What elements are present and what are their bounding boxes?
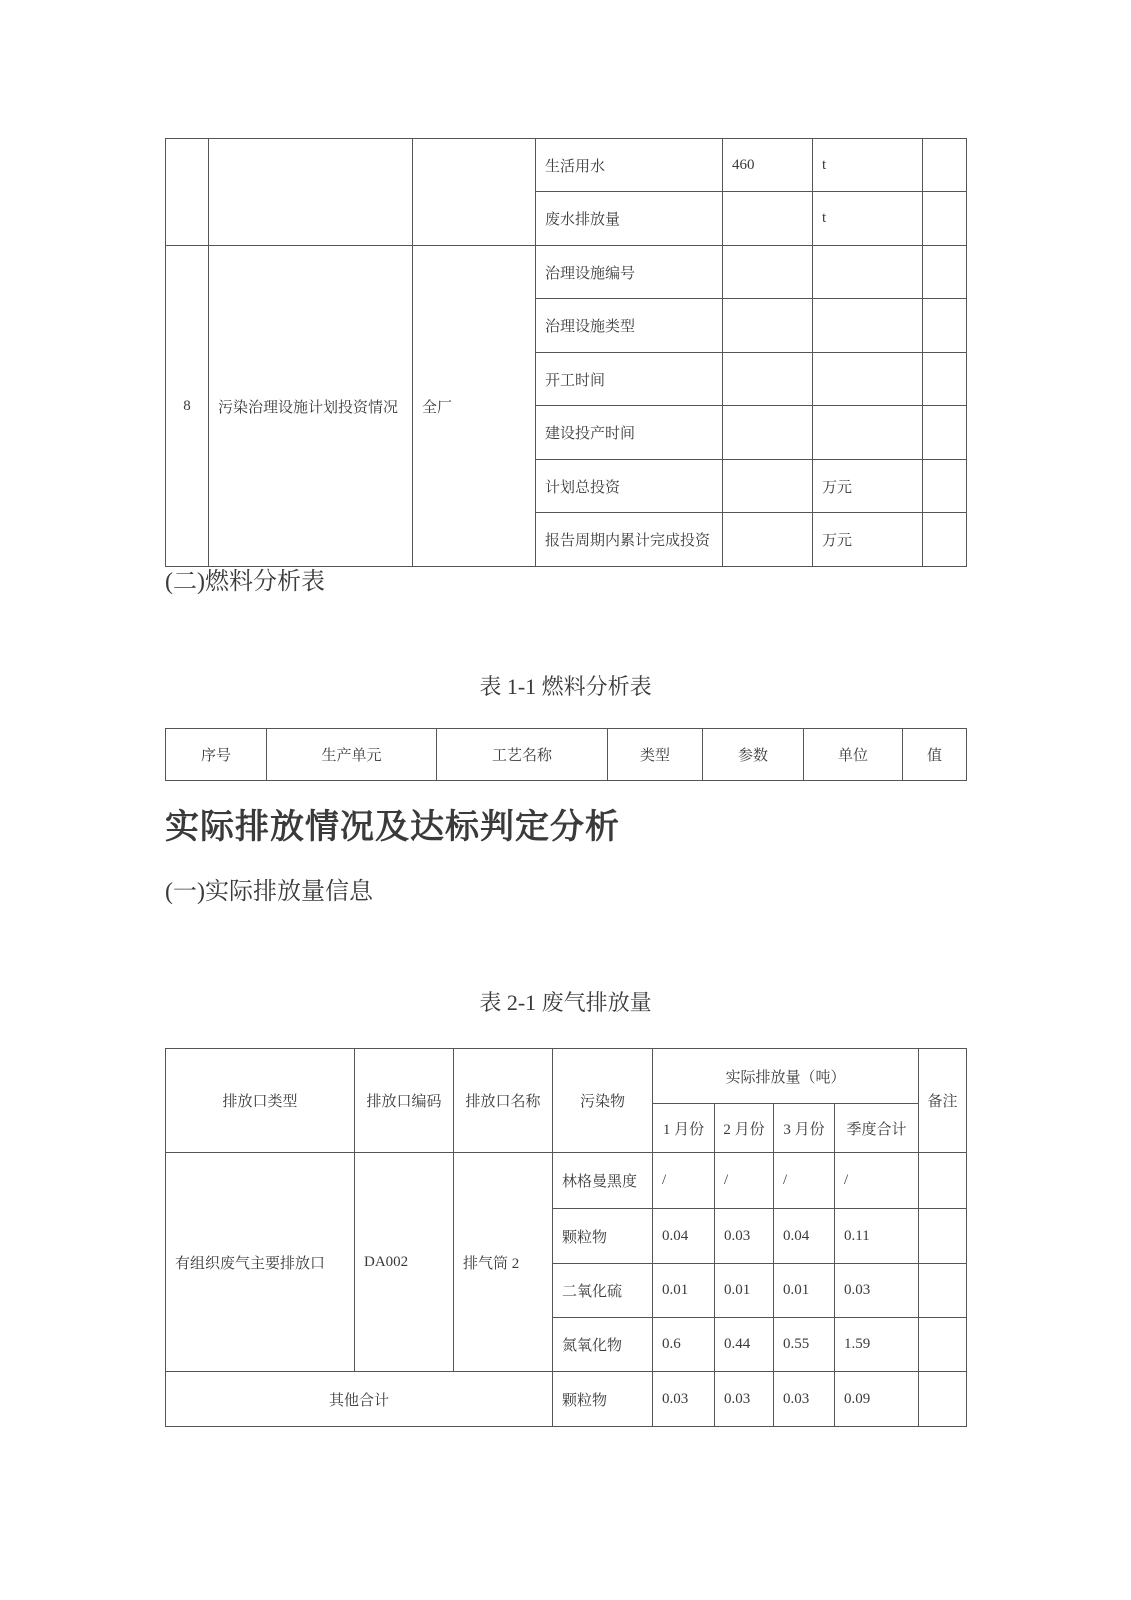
header-actual-amount: 实际排放量（吨）: [653, 1049, 919, 1104]
header-process-name: 工艺名称: [437, 729, 608, 781]
remark-cell: [919, 1153, 967, 1209]
outlet-name-cell: 排气筒 2: [454, 1153, 553, 1372]
feb-value-cell: 0.03: [715, 1209, 774, 1264]
gas-emission-table: [165, 1048, 967, 1427]
note-cell: [923, 299, 967, 353]
table-row: [166, 139, 967, 192]
metric-unit-cell: 万元: [813, 460, 923, 513]
metric-label-cell: 开工时间: [536, 353, 723, 406]
header-unit: 单位: [804, 729, 903, 781]
header-month-mar: 3 月份: [774, 1104, 835, 1153]
quarter-total-cell: 0.11: [835, 1209, 919, 1264]
header-month-jan: 1 月份: [653, 1104, 715, 1153]
mar-value-cell: 0.01: [774, 1264, 835, 1318]
mar-value-cell: 0.04: [774, 1209, 835, 1264]
outlet-code-cell: DA002: [355, 1153, 454, 1372]
header-outlet-code: 排放口编码: [355, 1049, 454, 1153]
metric-value-cell: [723, 406, 813, 460]
metric-value-cell: 460: [723, 139, 813, 192]
outlet-type-cell: 有组织废气主要排放口: [166, 1153, 355, 1372]
metric-value-cell: [723, 460, 813, 513]
emission-table-caption: 表 2-1 废气排放量: [479, 990, 652, 1015]
metric-label-cell: 治理设施编号: [536, 246, 723, 299]
quarter-total-cell: /: [835, 1153, 919, 1209]
pollutant-cell: 二氧化硫: [553, 1264, 653, 1318]
main-heading: 实际排放情况及达标判定分析: [165, 809, 620, 846]
table-row: [166, 1372, 967, 1427]
header-production-unit: 生产单元: [267, 729, 437, 781]
fuel-analysis-table: [165, 728, 967, 781]
metric-value-cell: [723, 246, 813, 299]
jan-value-cell: /: [653, 1153, 715, 1209]
pollutant-cell: 氮氧化物: [553, 1318, 653, 1372]
jan-value-cell: 0.04: [653, 1209, 715, 1264]
jan-value-cell: 0.03: [653, 1372, 715, 1427]
header-serial-number: 序号: [166, 729, 267, 781]
table-row: [166, 246, 967, 299]
note-cell: [923, 406, 967, 460]
metric-label-cell: 报告周期内累计完成投资: [536, 513, 723, 567]
mar-value-cell: 0.55: [774, 1318, 835, 1372]
row-number-cell: [166, 139, 209, 246]
header-outlet-type: 排放口类型: [166, 1049, 355, 1153]
metric-label-cell: 建设投产时间: [536, 406, 723, 460]
metric-value-cell: [723, 192, 813, 246]
row-number-cell: 8: [166, 246, 209, 567]
investment-table: [165, 138, 967, 567]
header-quarter-total: 季度合计: [835, 1104, 919, 1153]
quarter-total-cell: 1.59: [835, 1318, 919, 1372]
note-cell: [923, 513, 967, 567]
pollutant-cell: 颗粒物: [553, 1209, 653, 1264]
item-name-cell: [209, 139, 413, 246]
feb-value-cell: /: [715, 1153, 774, 1209]
metric-label-cell: 治理设施类型: [536, 299, 723, 353]
fuel-table-caption: 表 1-1 燃料分析表: [479, 674, 652, 699]
remark-cell: [919, 1264, 967, 1318]
mar-value-cell: /: [774, 1153, 835, 1209]
metric-value-cell: [723, 299, 813, 353]
metric-unit-cell: [813, 246, 923, 299]
header-pollutant: 污染物: [553, 1049, 653, 1153]
feb-value-cell: 0.44: [715, 1318, 774, 1372]
metric-label-cell: 废水排放量: [536, 192, 723, 246]
note-cell: [923, 192, 967, 246]
jan-value-cell: 0.6: [653, 1318, 715, 1372]
metric-unit-cell: [813, 406, 923, 460]
pollutant-cell: 林格曼黑度: [553, 1153, 653, 1209]
metric-unit-cell: 万元: [813, 513, 923, 567]
note-cell: [923, 246, 967, 299]
table-header-row: [166, 729, 967, 781]
note-cell: [923, 139, 967, 192]
metric-label-cell: 生活用水: [536, 139, 723, 192]
header-outlet-name: 排放口名称: [454, 1049, 553, 1153]
feb-value-cell: 0.01: [715, 1264, 774, 1318]
item-name-cell: 污染治理设施计划投资情况: [209, 246, 413, 567]
metric-value-cell: [723, 513, 813, 567]
metric-unit-cell: t: [813, 139, 923, 192]
fuel-section-heading: (二)燃料分析表: [165, 569, 325, 595]
mar-value-cell: 0.03: [774, 1372, 835, 1427]
header-type: 类型: [608, 729, 703, 781]
remark-cell: [919, 1372, 967, 1427]
quarter-total-cell: 0.03: [835, 1264, 919, 1318]
note-cell: [923, 353, 967, 406]
remark-cell: [919, 1318, 967, 1372]
actual-emission-sub-heading: (一)实际排放量信息: [165, 879, 373, 905]
table-header-row: [166, 1049, 967, 1104]
scope-cell: [413, 139, 536, 246]
table-row: [166, 1153, 967, 1209]
metric-label-cell: 计划总投资: [536, 460, 723, 513]
note-cell: [923, 460, 967, 513]
header-remark: 备注: [919, 1049, 967, 1153]
quarter-total-cell: 0.09: [835, 1372, 919, 1427]
header-month-feb: 2 月份: [715, 1104, 774, 1153]
jan-value-cell: 0.01: [653, 1264, 715, 1318]
remark-cell: [919, 1209, 967, 1264]
scope-cell: 全厂: [413, 246, 536, 567]
header-value: 值: [903, 729, 967, 781]
metric-unit-cell: [813, 299, 923, 353]
feb-value-cell: 0.03: [715, 1372, 774, 1427]
metric-unit-cell: t: [813, 192, 923, 246]
metric-unit-cell: [813, 353, 923, 406]
metric-value-cell: [723, 353, 813, 406]
header-parameter: 参数: [703, 729, 804, 781]
pollutant-cell: 颗粒物: [553, 1372, 653, 1427]
other-total-label-cell: 其他合计: [166, 1372, 553, 1427]
